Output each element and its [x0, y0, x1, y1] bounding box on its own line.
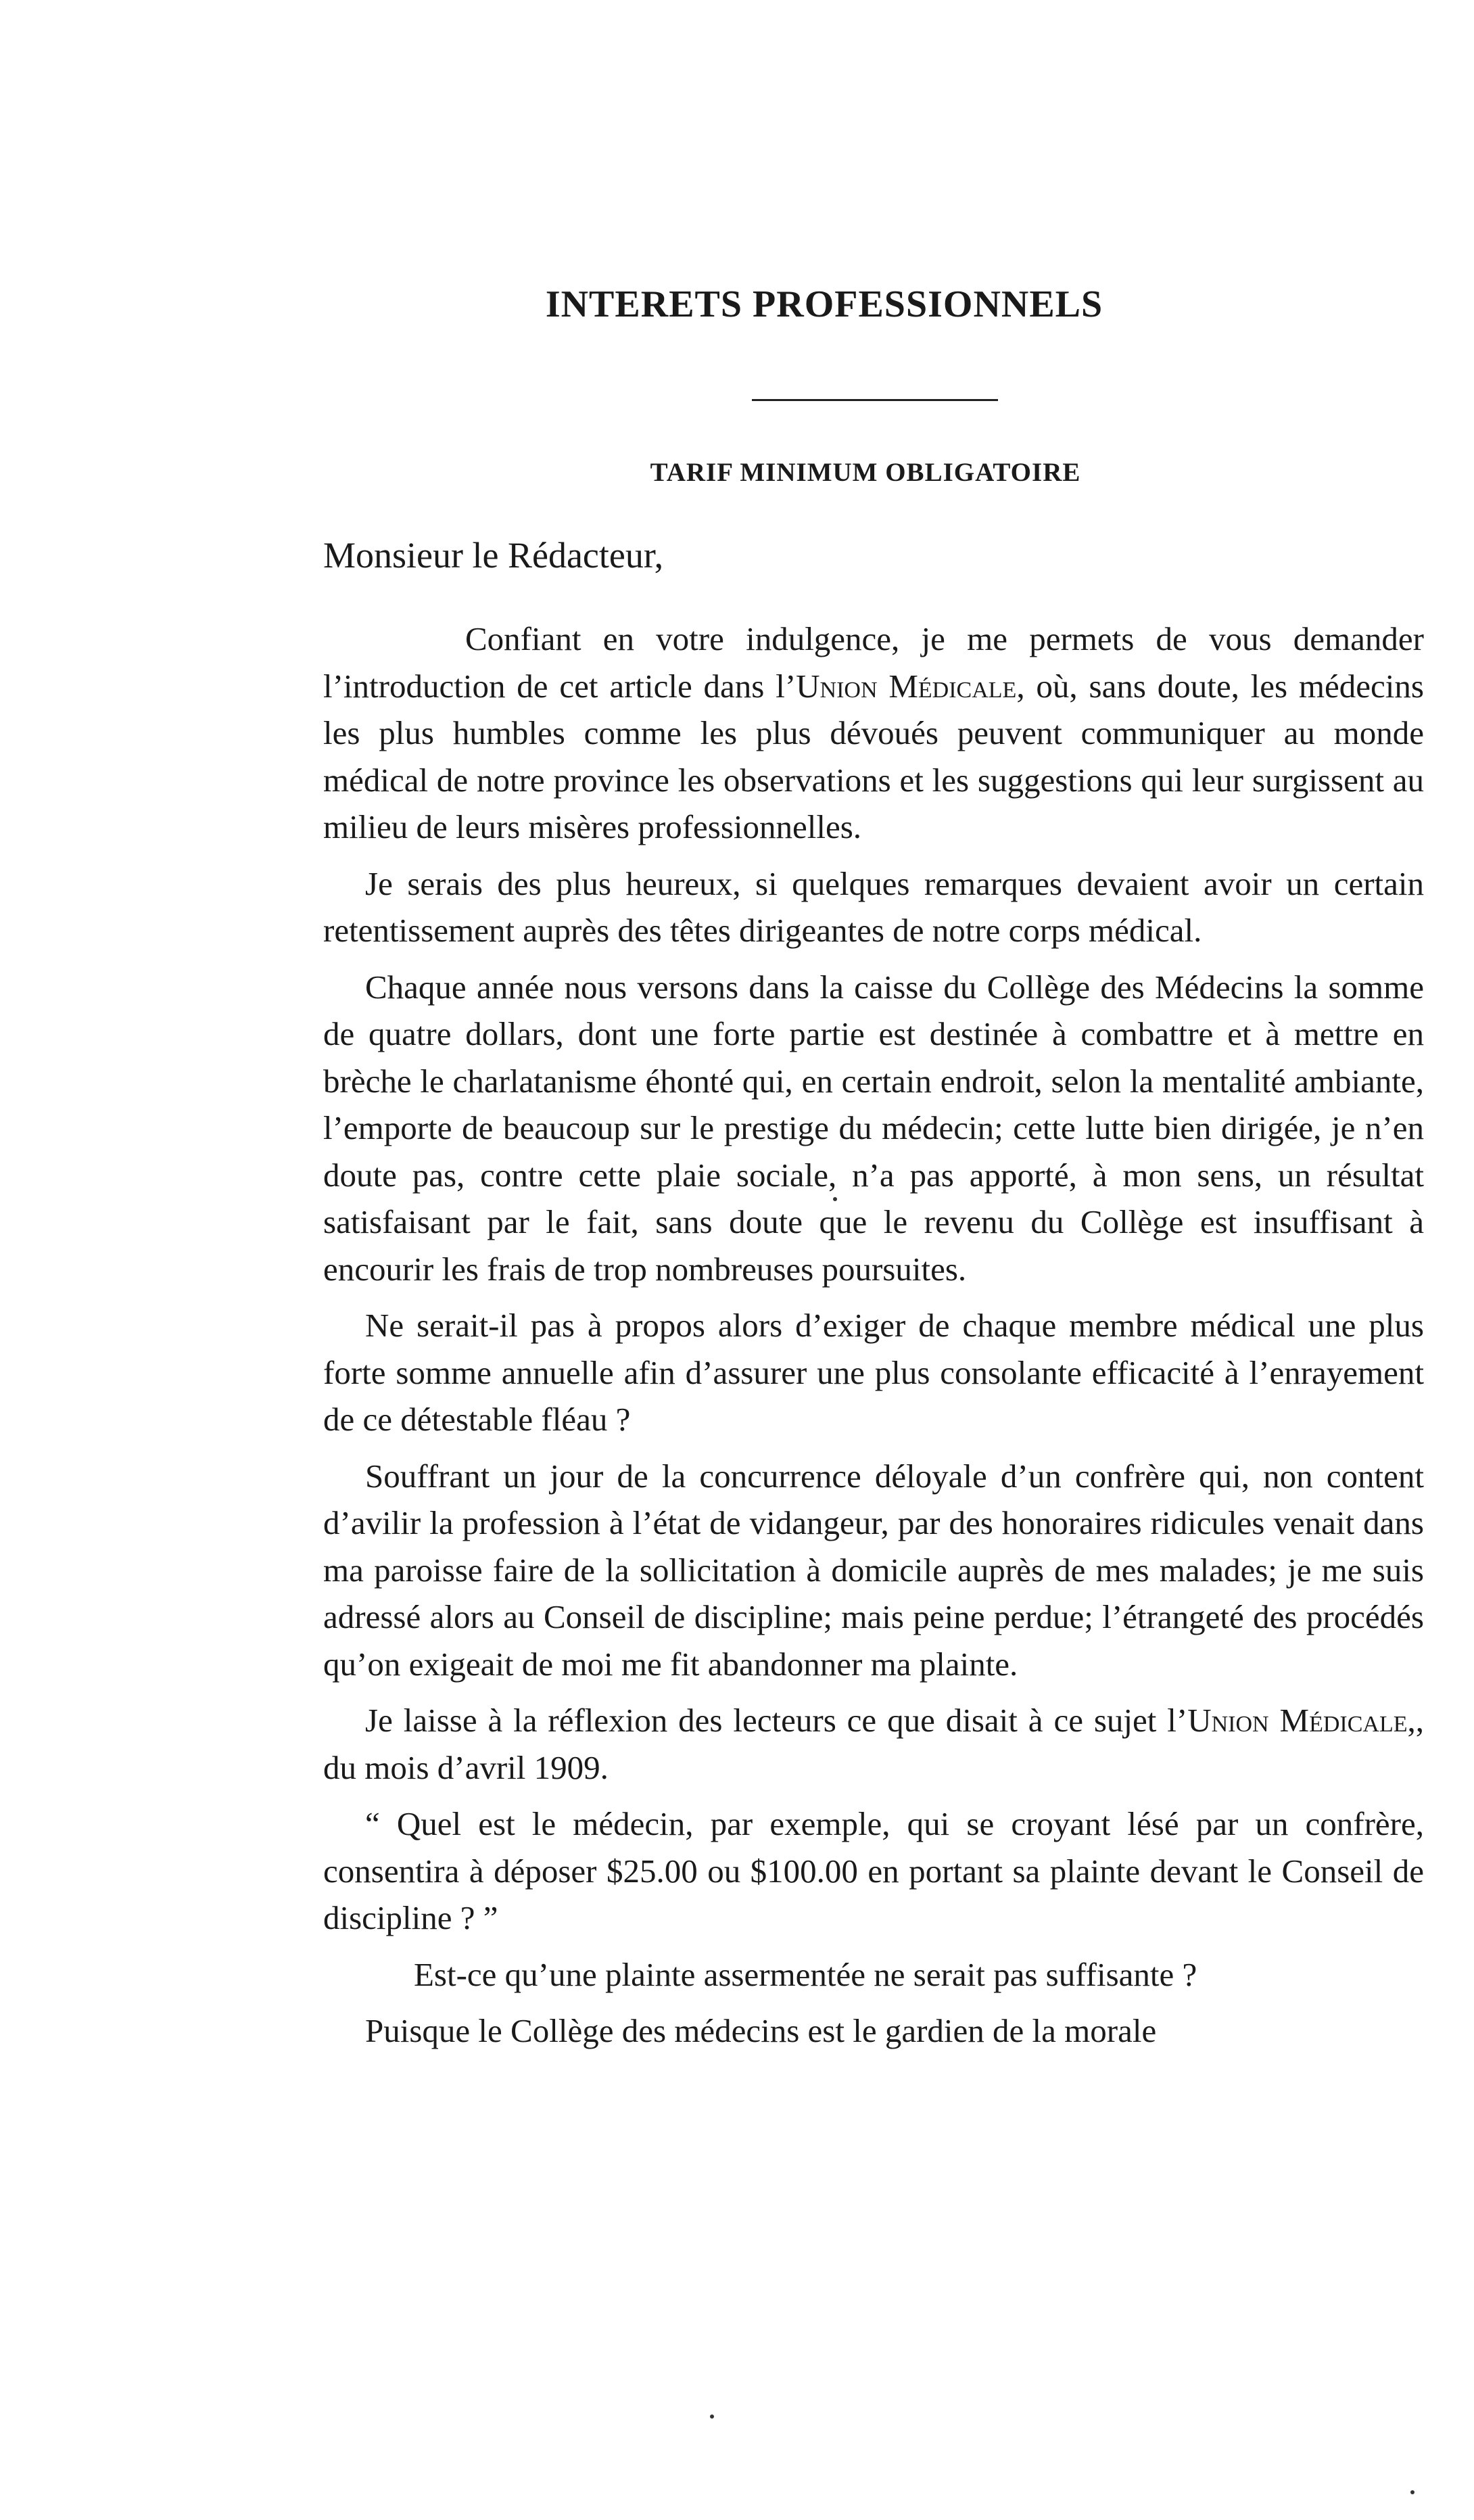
salutation: Monsieur le Rédacteur,: [323, 535, 664, 576]
quotation: “ Quel est le médecin, par exemple, qui se croyant lésé par un confrère, consentira à déposer $25.00 ou $100.00 en portant sa plainte devant le Conseil de discipline ? ”: [323, 1805, 1424, 1936]
print-speck: [1410, 2490, 1414, 2494]
paragraph: Puisque le Collège des médecins est le gardien de la morale: [365, 2012, 1157, 2049]
section-title: INTERETS PROFESSIONNELS: [545, 283, 1103, 325]
journal-name: Union Médicale: [796, 667, 1017, 705]
paragraph-text: Confiant en votre indulgence, je me permets de vous demander l’introduction de cet article dans l’: [323, 620, 1424, 705]
paragraph: Souffrant un jour de la concurrence déloyale d’un confrère qui, non content d’avilir la profession à l’état de vidangeur, par des honoraires ridicules venait dans ma paroisse faire de la sollicitation à domicile auprès de mes malades; je me suis adressé alors au Conseil de discipline; mais peine perdue; l’étrangeté des procédés qu’on exigeait de moi me fit abandonner ma plainte.: [323, 1457, 1424, 1683]
print-speck: [710, 2414, 714, 2419]
article-subtitle: TARIF MINIMUM OBLIGATOIRE: [650, 458, 1081, 487]
paragraph: [323, 1697, 1424, 1791]
paragraph: Est-ce qu’une plainte assermentée ne serait pas suffisante ?: [414, 1955, 1197, 1993]
paragraph: Ne serait-il pas à propos alors d’exiger de chaque membre médical une plus forte somme annuelle afin d’assurer une plus consolante efficacité à l’enrayement de ce détestable fléau ?: [323, 1307, 1424, 1438]
paragraph-text: Je laisse à la réflexion des lecteurs ce que disait à ce sujet l’: [365, 1702, 1188, 1739]
paragraph: Je serais des plus heureux, si quelques remarques devaient avoir un certain retentissement auprès des têtes dirigeantes de notre corps médical.: [323, 864, 1424, 949]
article-body: [323, 615, 1424, 2064]
paragraph: [323, 615, 1424, 851]
title-divider: [752, 399, 998, 401]
print-speck: [833, 1197, 837, 1201]
journal-name: Union Médicale: [1187, 1702, 1408, 1739]
paragraph: Chaque année nous versons dans la caisse du Collège des Médecins la somme de quatre dollars, dont une forte partie est destinée à combattre et à mettre en brèche le charlatanisme éhonté qui, en certain endroit, selon la mentalité ambiante, l’emporte de beaucoup sur le prestige du médecin; cette lutte bien dirigée, je n’en doute pas, contre cette plaie sociale, n’a pas apporté, à mon sens, un résultat satisfaisant par le fait, sans doute que le revenu du Collège est insuffisant à encourir les frais de trop nombreuses poursuites.: [323, 968, 1424, 1288]
paragraph-text: , où, sans doute, les médecins les plus humbles comme les plus dévoués peuvent communiquer au monde médical de notre province les observations et les suggestions qui leur surgissent au milieu de leurs misères professionnelles.: [323, 667, 1424, 845]
paragraph-text: ,, du mois d’avril 1909.: [323, 1702, 1424, 1786]
